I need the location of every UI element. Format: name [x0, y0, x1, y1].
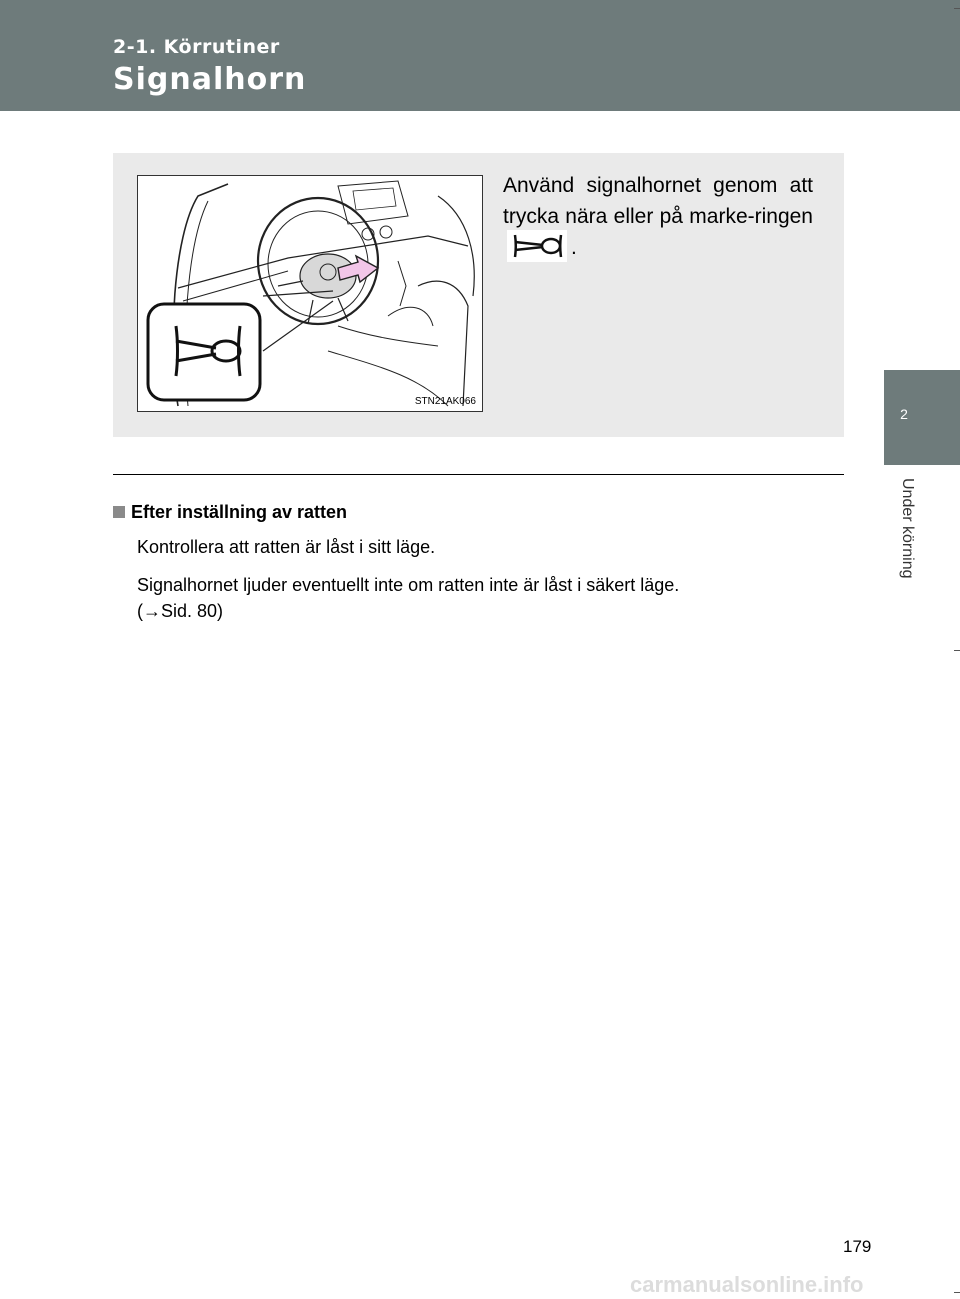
steering-wheel-illustration	[137, 175, 483, 412]
section-divider	[113, 474, 844, 475]
page-reference-link[interactable]: (→Sid. 80)	[137, 601, 224, 621]
note-paragraph-2-text: Signalhornet ljuder eventuellt inte om ratten inte är låst i säkert läge.	[137, 575, 680, 595]
chapter-label: Under körning	[899, 478, 916, 579]
instruction-period: .	[571, 236, 577, 259]
trim-mark	[954, 1292, 960, 1293]
figure-code: STN21AK066	[414, 396, 476, 407]
trim-mark	[954, 650, 960, 651]
note-paragraph-1: Kontrollera att ratten är låst i sitt läge.	[137, 537, 436, 557]
note-paragraph-2	[137, 572, 837, 624]
page-header	[0, 0, 960, 111]
watermark: carmanualsonline.info	[630, 1272, 864, 1297]
page-title: Signalhorn	[113, 62, 307, 97]
note-heading-text: Efter inställning av ratten	[131, 502, 348, 522]
note-heading	[113, 502, 347, 523]
trim-mark	[954, 8, 960, 9]
section-title: 2-1. Körrutiner	[113, 36, 280, 58]
instruction-text-main: Använd signalhornet genom att trycka nära eller på marke-ringen	[503, 174, 813, 228]
instruction-text	[503, 170, 813, 264]
horn-icon	[507, 230, 567, 262]
page-number: 179	[843, 1237, 872, 1256]
steering-wheel-drawing	[138, 176, 482, 411]
chapter-tab	[884, 370, 960, 465]
chapter-number: 2	[900, 406, 908, 422]
square-bullet-icon	[113, 506, 125, 518]
